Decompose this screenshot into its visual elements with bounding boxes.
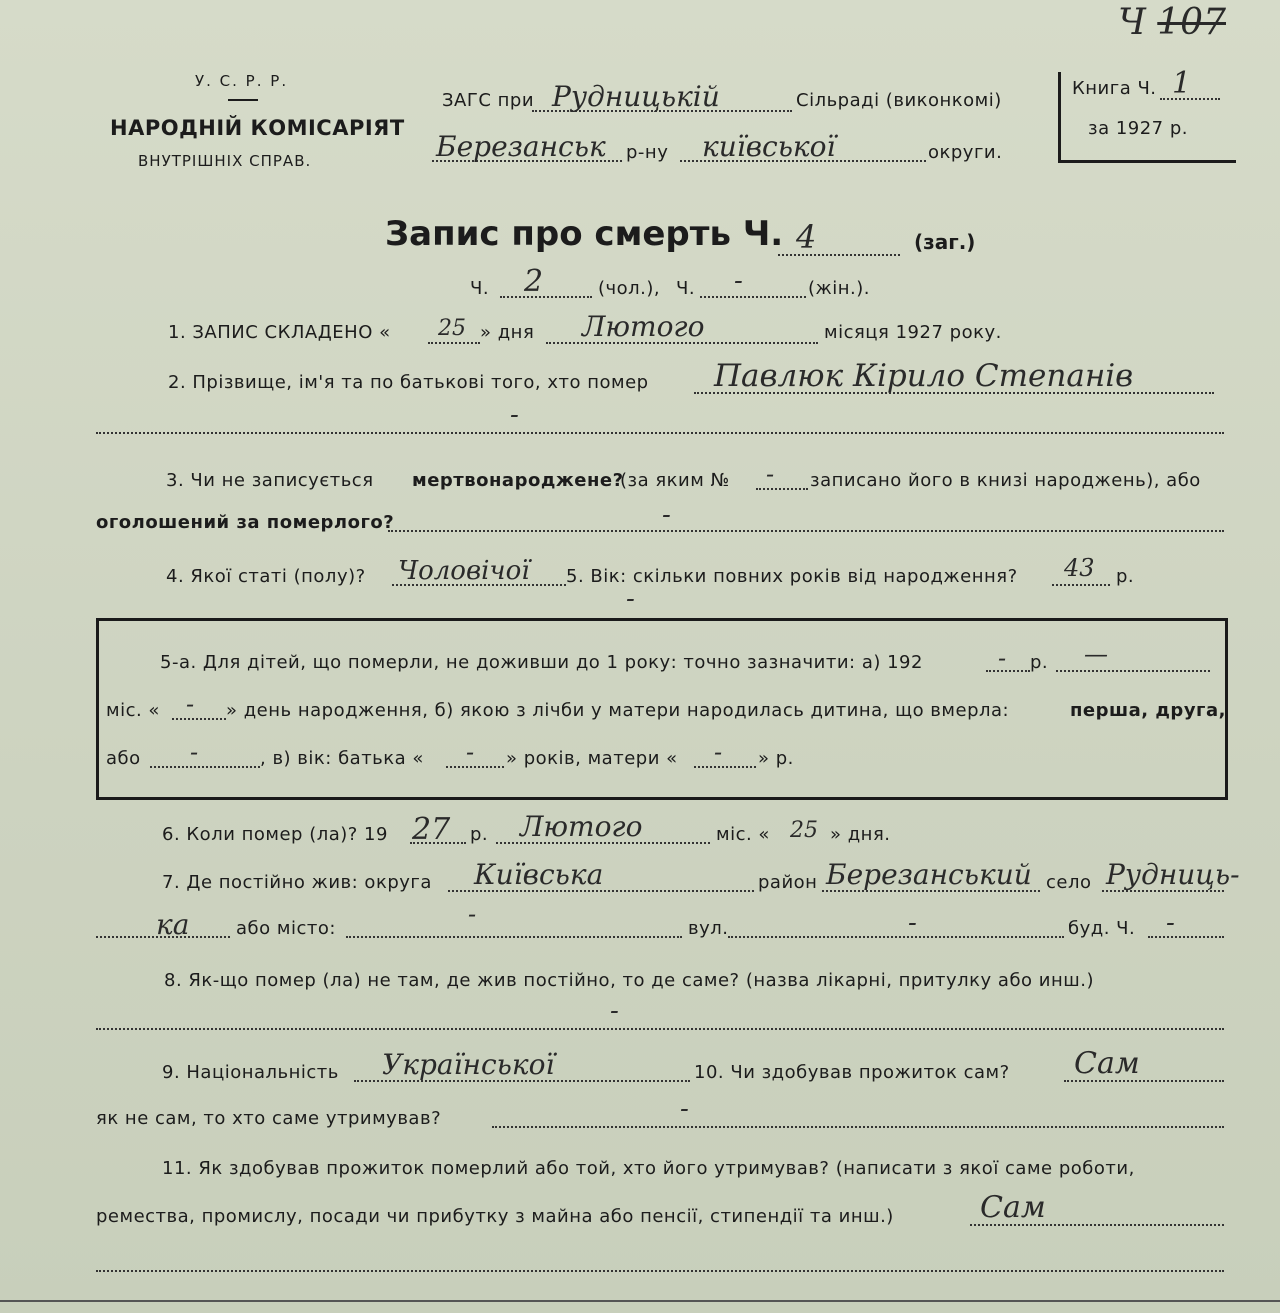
f5a-r: р. <box>1030 652 1049 673</box>
f4-value: Чоловічої <box>398 556 530 586</box>
f7-misto: - <box>468 900 477 928</box>
f4-label: 4. Якої статі (полу)? <box>166 566 366 587</box>
f5a-abo: або <box>106 748 141 769</box>
f2-cont: - <box>510 400 519 430</box>
f5a-mother: - <box>714 738 723 766</box>
f7-vul-line <box>728 936 1064 938</box>
district-label: р-ну <box>626 142 669 163</box>
f2-line-2 <box>96 432 1224 434</box>
f6-label: 6. Коли помер (ла)? 19 <box>162 824 388 845</box>
f7-vul: - <box>908 908 917 938</box>
header-internal-affairs: ВНУТРІШНІХ СПРАВ. <box>138 152 312 170</box>
f5a-month-line <box>1056 670 1210 672</box>
f6-month: Лютого <box>520 810 643 843</box>
f3-num: - <box>766 460 775 488</box>
f11-label2: ремества, промислу, посади чи прибутку з майна або пенсії, стипендії та инш.) <box>96 1206 894 1227</box>
okruha-label: округи. <box>928 142 1003 163</box>
f5-line <box>1052 584 1110 586</box>
male-count: 2 <box>524 264 544 299</box>
f7-label: 7. Де постійно жив: округа <box>162 872 432 893</box>
f5-unit: р. <box>1116 566 1135 587</box>
f5a-father: - <box>466 738 475 766</box>
f5a-year-line <box>986 670 1030 672</box>
f5a-order: - <box>190 738 199 766</box>
book-box-bottom-border <box>1058 160 1236 163</box>
f7-bud-line <box>1148 936 1224 938</box>
f7-okruha: Київська <box>474 858 604 891</box>
book-label: Книга Ч. <box>1072 78 1157 99</box>
f6-year: 27 <box>412 812 451 847</box>
f5a-year: - <box>998 644 1007 672</box>
f6-mis: міс. « <box>716 824 770 845</box>
f4-cont: - <box>626 584 635 614</box>
f10-who-line <box>492 1126 1224 1128</box>
f1-month-label: місяця 1927 року. <box>824 322 1002 343</box>
council-label: Сільраді (виконкомі) <box>796 90 1002 111</box>
f5a-line2: » день народження, б) якою з лічби у матери народилась дитина, що вмерла: <box>226 700 1010 721</box>
f7-selo-label: село <box>1046 872 1092 893</box>
f7-raion-label: район <box>758 872 818 893</box>
male-line <box>500 296 592 298</box>
f10-who: - <box>680 1094 689 1124</box>
female-count: - <box>734 266 743 296</box>
f10-label: 10. Чи здобував прожиток сам? <box>694 1062 1010 1083</box>
f7-bud-label: буд. Ч. <box>1068 918 1136 939</box>
f8-label: 8. Як-що помер (ла) не там, де жив постійно, то де саме? (назва лікарні, притулку або инш.) <box>164 970 1094 991</box>
f10-who-label: як не сам, то хто саме утримував? <box>96 1108 442 1129</box>
f3-label3: записано його в книзі народжень), або <box>810 470 1201 491</box>
f3-label1: 3. Чи не записується <box>166 470 374 491</box>
f2-value: Павлюк Кірило Степанів <box>714 358 1134 394</box>
f5-value: 43 <box>1064 554 1095 582</box>
f5a-day: - <box>186 690 195 718</box>
f5-label: 5. Вік: скільки повних років від народження? <box>566 566 1018 587</box>
female-label: (жін.). <box>808 278 870 299</box>
f1-day: 25 <box>438 316 466 341</box>
archive-number <box>1118 2 1226 43</box>
f5a-mis: міс. « <box>106 700 160 721</box>
f6-dnya: » дня. <box>830 824 891 845</box>
f5a-line3a: , в) вік: батька « <box>260 748 424 769</box>
book-value: 1 <box>1172 66 1192 101</box>
f7-selo-cont: ка <box>156 908 190 941</box>
f11-label1: 11. Як здобував прожиток померлий або той, хто його утримував? (написати з якої саме роботи, <box>162 1158 1135 1179</box>
title-number: 4 <box>796 218 817 256</box>
header-ussr: У. С. Р. Р. <box>195 72 289 90</box>
f2-label: 2. Прізвище, ім'я та по батькові того, хто помер <box>168 372 649 393</box>
f5a-order-line <box>150 766 260 768</box>
f10-value: Сам <box>1074 1046 1140 1081</box>
header-commissariat: НАРОДНІЙ КОМІСАРІЯТ <box>110 116 405 140</box>
f9-value: Української <box>382 1048 555 1081</box>
f5a-line3c: » р. <box>758 748 794 769</box>
f3-line <box>388 530 1224 532</box>
book-year: за 1927 р. <box>1088 118 1189 139</box>
f1-day-label: » дня <box>480 322 535 343</box>
f5a-line3b: » років, матери « <box>506 748 678 769</box>
subline-ch1: Ч. <box>470 278 490 299</box>
f1-label: 1. ЗАПИС СКЛАДЕНО « <box>168 322 391 343</box>
f5a-order-options: перша, друга, <box>1070 700 1226 721</box>
f7-vul-label: вул. <box>688 918 729 939</box>
f8-line <box>96 1028 1224 1030</box>
title-suffix: (заг.) <box>914 230 976 254</box>
f7-misto-label: або місто: <box>236 918 336 939</box>
f5a-day-line <box>172 718 226 720</box>
f5a-mother-line <box>694 766 756 768</box>
subline-ch2: Ч. <box>676 278 696 299</box>
female-line <box>700 296 806 298</box>
f3-label2: (за яким № <box>620 470 730 491</box>
zags-value: Рудницькій <box>552 80 720 113</box>
f3-bold2: оголошений за померлого? <box>96 512 395 533</box>
f11-line-2 <box>96 1270 1224 1272</box>
archive-number-current: Ч <box>1118 2 1146 43</box>
district-value: Березанськ <box>436 130 606 163</box>
f11-value: Сам <box>980 1190 1046 1225</box>
book-box-left-border <box>1058 72 1061 162</box>
zags-label: ЗАГС при <box>442 90 535 111</box>
f9-label: 9. Національність <box>162 1062 339 1083</box>
f8-value: - <box>610 996 619 1026</box>
f7-bud: - <box>1166 908 1175 938</box>
male-label: (чол.), <box>598 278 661 299</box>
page-title: Запис про смерть Ч. <box>385 214 784 254</box>
page-bottom-edge <box>0 1300 1280 1302</box>
archive-number-struck: 107 <box>1157 2 1226 43</box>
f3-bold1: мертвонароджене? <box>412 470 624 491</box>
f7-selo: Рудниць- <box>1106 858 1240 891</box>
f7-misto-line <box>346 936 682 938</box>
f6-r: р. <box>470 824 489 845</box>
f5a-line1: 5-а. Для дітей, що померли, не доживши до 1 року: точно зазначити: а) 192 <box>160 652 923 673</box>
f1-day-line <box>428 342 480 344</box>
f5a-father-line <box>446 766 504 768</box>
f1-month: Лютого <box>582 310 705 343</box>
f3-value: - <box>662 500 671 530</box>
f6-day: 25 <box>790 818 818 843</box>
f3-num-line <box>756 488 808 490</box>
okruha-value: київської <box>702 130 836 163</box>
f5a-month: — <box>1084 640 1108 668</box>
header-divider <box>228 99 258 101</box>
f7-raion: Березанський <box>826 858 1032 891</box>
